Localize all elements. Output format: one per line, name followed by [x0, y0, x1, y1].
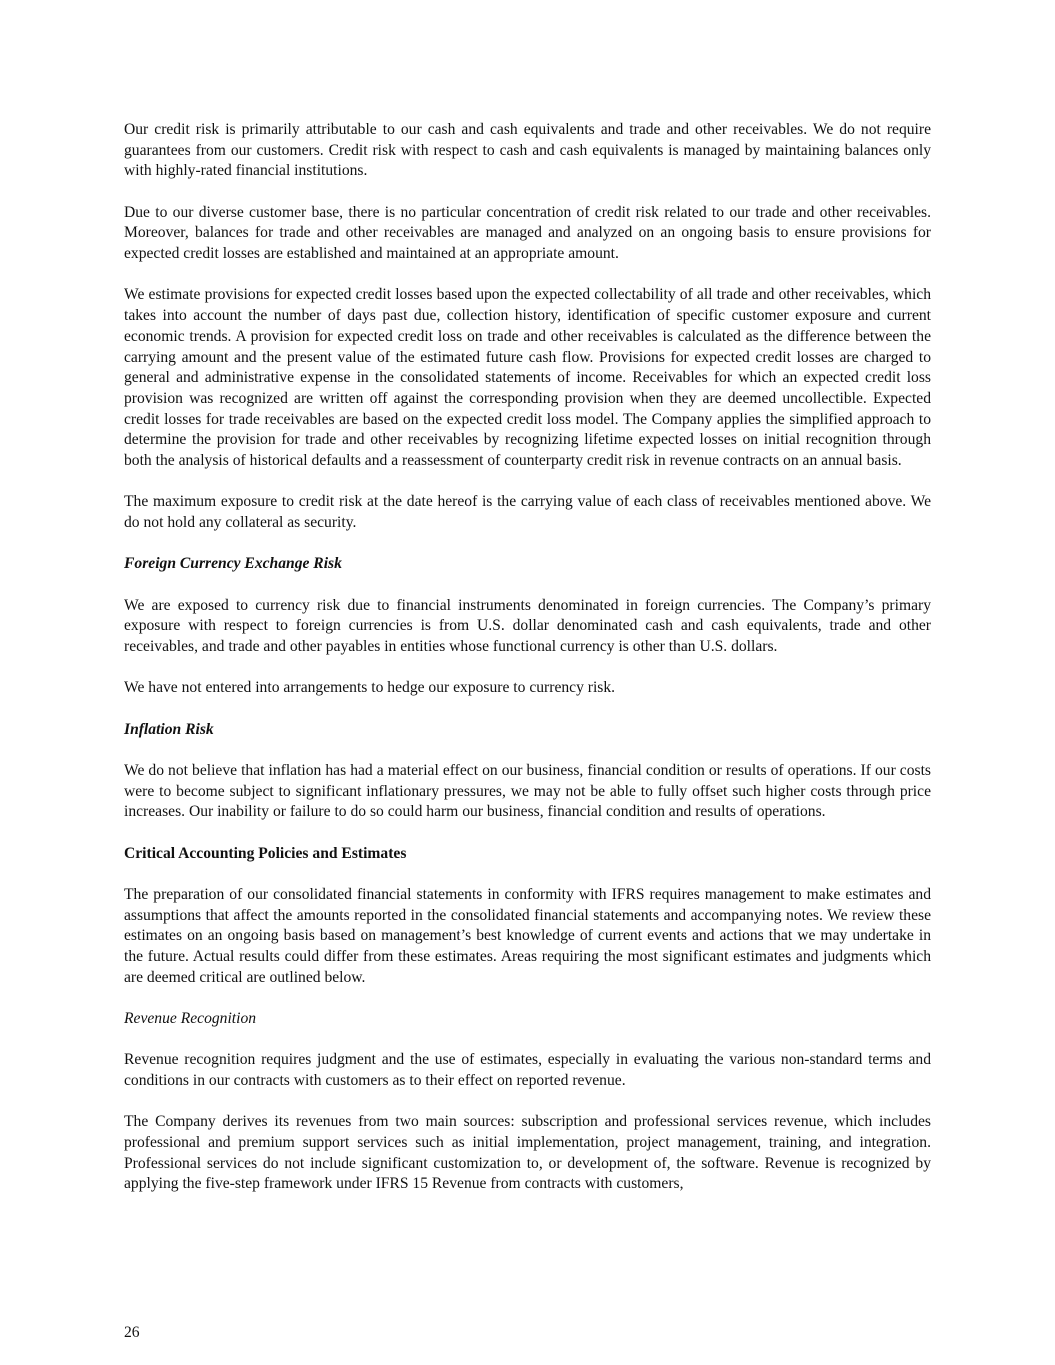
credit-risk-paragraph-4: The maximum exposure to credit risk at the date hereof is the carrying value of each class of receivables mentioned above. We do not hold any collateral as security.: [124, 493, 931, 532]
inflation-paragraph-1: We do not believe that inflation has had a material effect on our business, financial condition or results of operations. If our costs were to become subject to significant inflationary pressures, we may not be able to fully offset such higher costs through price increases. Our inability or failure to do so could harm our business, financial condition and results of operations.: [124, 761, 931, 821]
foreign-currency-paragraph-2: We have not entered into arrangements to hedge our exposure to currency risk.: [124, 679, 616, 697]
section-heading-critical-accounting: Critical Accounting Policies and Estimates: [124, 844, 407, 862]
document-body: [124, 120, 931, 1216]
critical-accounting-paragraph-1: The preparation of our consolidated financial statements in conformity with IFRS requires management to make estimates and assumptions that affect the amounts reported in the consolidated financial statements and accompanying notes. We review these estimates on an ongoing basis based on management’s best knowledge of current events and actions that we may undertake in the future. Actual results could differ from these estimates. Areas requiring the most significant estimates and judgments which are deemed critical are outlined below.: [124, 885, 931, 986]
credit-risk-paragraph-2: Due to our diverse customer base, there is no particular concentration of credit risk related to our trade and other receivables. Moreover, balances for trade and other receivables are managed and analyzed on an ongoing basis to ensure provisions for expected credit losses are established and maintained at an appropriate amount.: [124, 203, 931, 263]
page-number: 26: [124, 1324, 140, 1341]
revenue-paragraph-1: Revenue recognition requires judgment and the use of estimates, especially in evaluating the various non-standard terms and conditions in our contracts with customers as to their effect on reported revenue.: [124, 1051, 931, 1090]
credit-risk-paragraph-1: Our credit risk is primarily attributable to our cash and cash equivalents and trade and other receivables. We do not require guarantees from our customers. Credit risk with respect to cash and cash equivalents is managed by maintaining balances only with highly-rated financial institutions.: [124, 121, 931, 180]
subsection-heading-revenue-recognition: Revenue Recognition: [124, 1010, 257, 1028]
credit-risk-paragraph-3: We estimate provisions for expected credit losses based upon the expected collectability of all trade and other receivables, which takes into account the number of days past due, collection history, identification of specific customer exposure and current economic trends. A provision for expected credit loss on trade and other receivables is calculated as the difference between the carrying amount and the present value of the estimated future cash flow. Provisions for expected credit losses are charged to general and administrative expense in the consolidated statements of income. Receivables for which an expected credit loss provision was recognized are written off against the corresponding provision when they are deemed uncollectible. Expected credit losses for trade receivables are based on the expected credit loss model. The Company applies the simplified approach to determine the provision for trade and other receivables by recognizing lifetime expected losses on initial recognition through both the analysis of historical defaults and a reassessment of counterparty credit risk in revenue contracts on an annual basis.: [124, 286, 931, 470]
section-heading-inflation: Inflation Risk: [124, 720, 214, 738]
revenue-paragraph-2: The Company derives its revenues from two main sources: subscription and professional services revenue, which includes professional and premium support services such as initial implementation, project management, training, and integration. Professional services do not include significant customization to, or development of, the software. Revenue is recognized by applying the five-step framework under IFRS 15 Revenue from contracts with customers,: [124, 1113, 931, 1193]
section-heading-foreign-currency: Foreign Currency Exchange Risk: [124, 555, 342, 573]
foreign-currency-paragraph-1: We are exposed to currency risk due to financial instruments denominated in foreign currencies. The Company’s primary exposure with respect to foreign currencies is from U.S. dollar denominated cash and cash equivalents, trade and other receivables, and trade and other payables in entities whose functional currency is other than U.S. dollars.: [124, 596, 931, 656]
